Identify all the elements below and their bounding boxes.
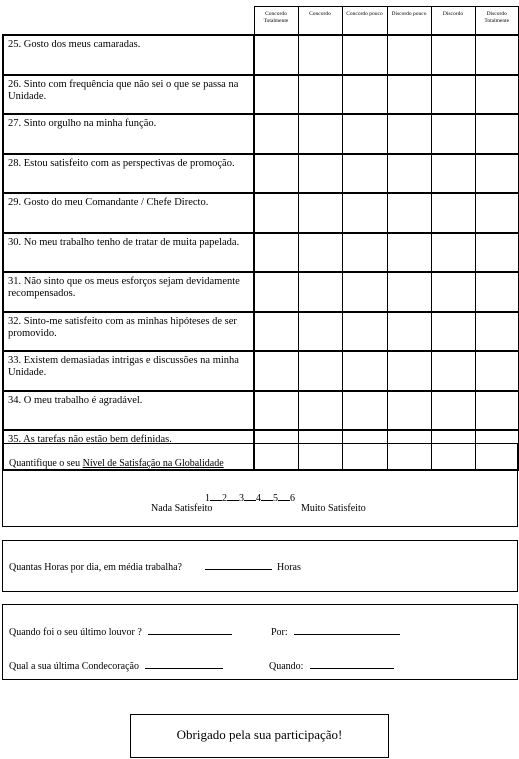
- question-text: 27. Sinto orgulho na minha função.: [3, 114, 254, 154]
- thanks-message: Obrigado pela sua participação!: [176, 727, 343, 742]
- decoration-row: [9, 659, 223, 672]
- question-row: [3, 351, 519, 391]
- survey-body: [3, 35, 519, 470]
- answer-cell[interactable]: [254, 75, 298, 115]
- answer-cell[interactable]: [475, 154, 519, 194]
- last-decoration-line[interactable]: [145, 659, 223, 669]
- scale-option[interactable]: 5: [273, 493, 278, 504]
- answer-cell[interactable]: [387, 154, 431, 194]
- scale-option[interactable]: 4: [256, 493, 261, 504]
- answer-cell[interactable]: [431, 75, 475, 115]
- decoration-when-label: Quando:: [269, 661, 304, 672]
- answer-cell[interactable]: [475, 391, 519, 431]
- answer-cell[interactable]: [387, 193, 431, 233]
- answer-cell[interactable]: [431, 193, 475, 233]
- hours-question: Quantas Horas por dia, em média trabalha?: [9, 562, 182, 573]
- question-row: [3, 272, 519, 312]
- scale-separator: [261, 492, 273, 501]
- column-header: Discordo pouco: [387, 7, 431, 36]
- answer-cell[interactable]: [342, 154, 387, 194]
- question-row: [3, 35, 519, 75]
- answer-cell[interactable]: [387, 75, 431, 115]
- answer-cell[interactable]: [387, 351, 431, 391]
- answer-cell[interactable]: [254, 114, 298, 154]
- answer-cell[interactable]: [431, 35, 475, 75]
- question-row: [3, 154, 519, 194]
- satisfaction-prompt: [9, 458, 224, 469]
- answer-cell[interactable]: [254, 272, 298, 312]
- scale-option[interactable]: 3: [239, 493, 244, 504]
- answer-cell[interactable]: [298, 391, 342, 431]
- low-label: Nada Satisfeito: [151, 503, 213, 514]
- hours-input-line[interactable]: [205, 560, 272, 570]
- answer-cell[interactable]: [254, 351, 298, 391]
- praise-row: [9, 625, 232, 638]
- scale-option[interactable]: 1: [205, 493, 210, 504]
- answer-cell[interactable]: [431, 114, 475, 154]
- survey-table: [2, 6, 519, 471]
- question-row: [3, 312, 519, 352]
- praise-by-line[interactable]: [294, 625, 400, 635]
- scale-separator: [227, 492, 239, 501]
- answer-cell[interactable]: [387, 391, 431, 431]
- header-blank: [3, 7, 254, 36]
- answer-cell[interactable]: [342, 351, 387, 391]
- question-text: 25. Gosto dos meus camaradas.: [3, 35, 254, 75]
- column-header: Concordo: [298, 7, 342, 36]
- last-praise-line[interactable]: [148, 625, 232, 635]
- answer-cell[interactable]: [431, 233, 475, 273]
- answer-cell[interactable]: [387, 233, 431, 273]
- answer-cell[interactable]: [254, 154, 298, 194]
- header-row: [3, 7, 519, 36]
- answer-cell[interactable]: [254, 233, 298, 273]
- answer-cell[interactable]: [475, 233, 519, 273]
- answer-cell[interactable]: [387, 312, 431, 352]
- answer-cell[interactable]: [475, 193, 519, 233]
- decoration-when-line[interactable]: [310, 659, 394, 669]
- answer-cell[interactable]: [254, 193, 298, 233]
- answer-cell[interactable]: [387, 272, 431, 312]
- scale-separator: [244, 492, 256, 501]
- answer-cell[interactable]: [475, 272, 519, 312]
- question-row: [3, 233, 519, 273]
- question-text: 30. No meu trabalho tenho de tratar de muita papelada.: [3, 233, 254, 273]
- prompt-underlined: Nível de Satisfação na Globalidade: [82, 458, 224, 469]
- question-row: [3, 391, 519, 431]
- scale-option[interactable]: 6: [290, 493, 295, 504]
- answer-cell[interactable]: [431, 272, 475, 312]
- answer-cell[interactable]: [298, 114, 342, 154]
- last-praise-label: Quando foi o seu último louvor ?: [9, 627, 142, 638]
- answer-cell[interactable]: [298, 351, 342, 391]
- scale-separator: [210, 492, 222, 501]
- answer-cell[interactable]: [387, 114, 431, 154]
- answer-cell[interactable]: [254, 391, 298, 431]
- answer-cell[interactable]: [254, 312, 298, 352]
- question-text: 26. Sinto com frequência que não sei o que se passa na Unidade.: [3, 75, 254, 115]
- answer-cell[interactable]: [431, 154, 475, 194]
- answer-cell[interactable]: [298, 233, 342, 273]
- column-header: Discordo Totalmente: [475, 7, 519, 36]
- praise-box: [2, 604, 518, 680]
- decoration-when-row: [269, 659, 394, 672]
- question-text: 31. Não sinto que os meus esforços sejam devidamente recompensados.: [3, 272, 254, 312]
- answer-cell[interactable]: [475, 75, 519, 115]
- hours-box: [2, 540, 518, 592]
- question-text: 29. Gosto do meu Comandante / Chefe Directo.: [3, 193, 254, 233]
- answer-cell[interactable]: [475, 312, 519, 352]
- praise-by-row: [271, 625, 400, 638]
- praise-by-label: Por:: [271, 627, 288, 638]
- question-row: [3, 114, 519, 154]
- answer-cell[interactable]: [342, 75, 387, 115]
- column-header: Concordo Totalmente: [254, 7, 298, 36]
- answer-cell[interactable]: [475, 114, 519, 154]
- column-header: Discordo: [431, 7, 475, 36]
- answer-cell[interactable]: [431, 391, 475, 431]
- answer-cell[interactable]: [342, 312, 387, 352]
- answer-cell[interactable]: [342, 35, 387, 75]
- answer-cell[interactable]: [298, 35, 342, 75]
- thanks-box: [130, 714, 389, 758]
- answer-cell[interactable]: [387, 35, 431, 75]
- question-text: 28. Estou satisfeito com as perspectivas de promoção.: [3, 154, 254, 194]
- answer-cell[interactable]: [475, 35, 519, 75]
- answer-cell[interactable]: [431, 351, 475, 391]
- answer-cell[interactable]: [298, 193, 342, 233]
- question-text: 34. O meu trabalho é agradável.: [3, 391, 254, 431]
- prompt-prefix: Quantifique o seu: [9, 458, 81, 469]
- answer-cell[interactable]: [342, 391, 387, 431]
- satisfaction-scale[interactable]: [205, 492, 295, 504]
- answer-cell[interactable]: [431, 312, 475, 352]
- answer-cell[interactable]: [342, 272, 387, 312]
- high-label: Muito Satisfeito: [301, 503, 366, 514]
- answer-cell[interactable]: [298, 312, 342, 352]
- answer-cell[interactable]: [342, 193, 387, 233]
- satisfaction-box: [2, 443, 518, 527]
- last-decoration-label: Qual a sua última Condecoração: [9, 661, 139, 672]
- answer-cell[interactable]: [342, 114, 387, 154]
- answer-cell[interactable]: [298, 154, 342, 194]
- answer-cell[interactable]: [254, 35, 298, 75]
- question-text: 33. Existem demasiadas intrigas e discussões na minha Unidade.: [3, 351, 254, 391]
- answer-cell[interactable]: [475, 351, 519, 391]
- hours-row: [9, 560, 301, 573]
- scale-option[interactable]: 2: [222, 493, 227, 504]
- scale-separator: [278, 492, 290, 501]
- question-text: 35. As tarefas não estão bem definidas.: [3, 430, 254, 470]
- question-text: 32. Sinto-me satisfeito com as minhas hipóteses de ser promovido.: [3, 312, 254, 352]
- question-row: [3, 75, 519, 115]
- column-header: Concordo pouco: [342, 7, 387, 36]
- hours-unit: Horas: [277, 562, 301, 573]
- answer-cell[interactable]: [342, 233, 387, 273]
- answer-cell[interactable]: [298, 75, 342, 115]
- question-row: [3, 193, 519, 233]
- answer-cell[interactable]: [298, 272, 342, 312]
